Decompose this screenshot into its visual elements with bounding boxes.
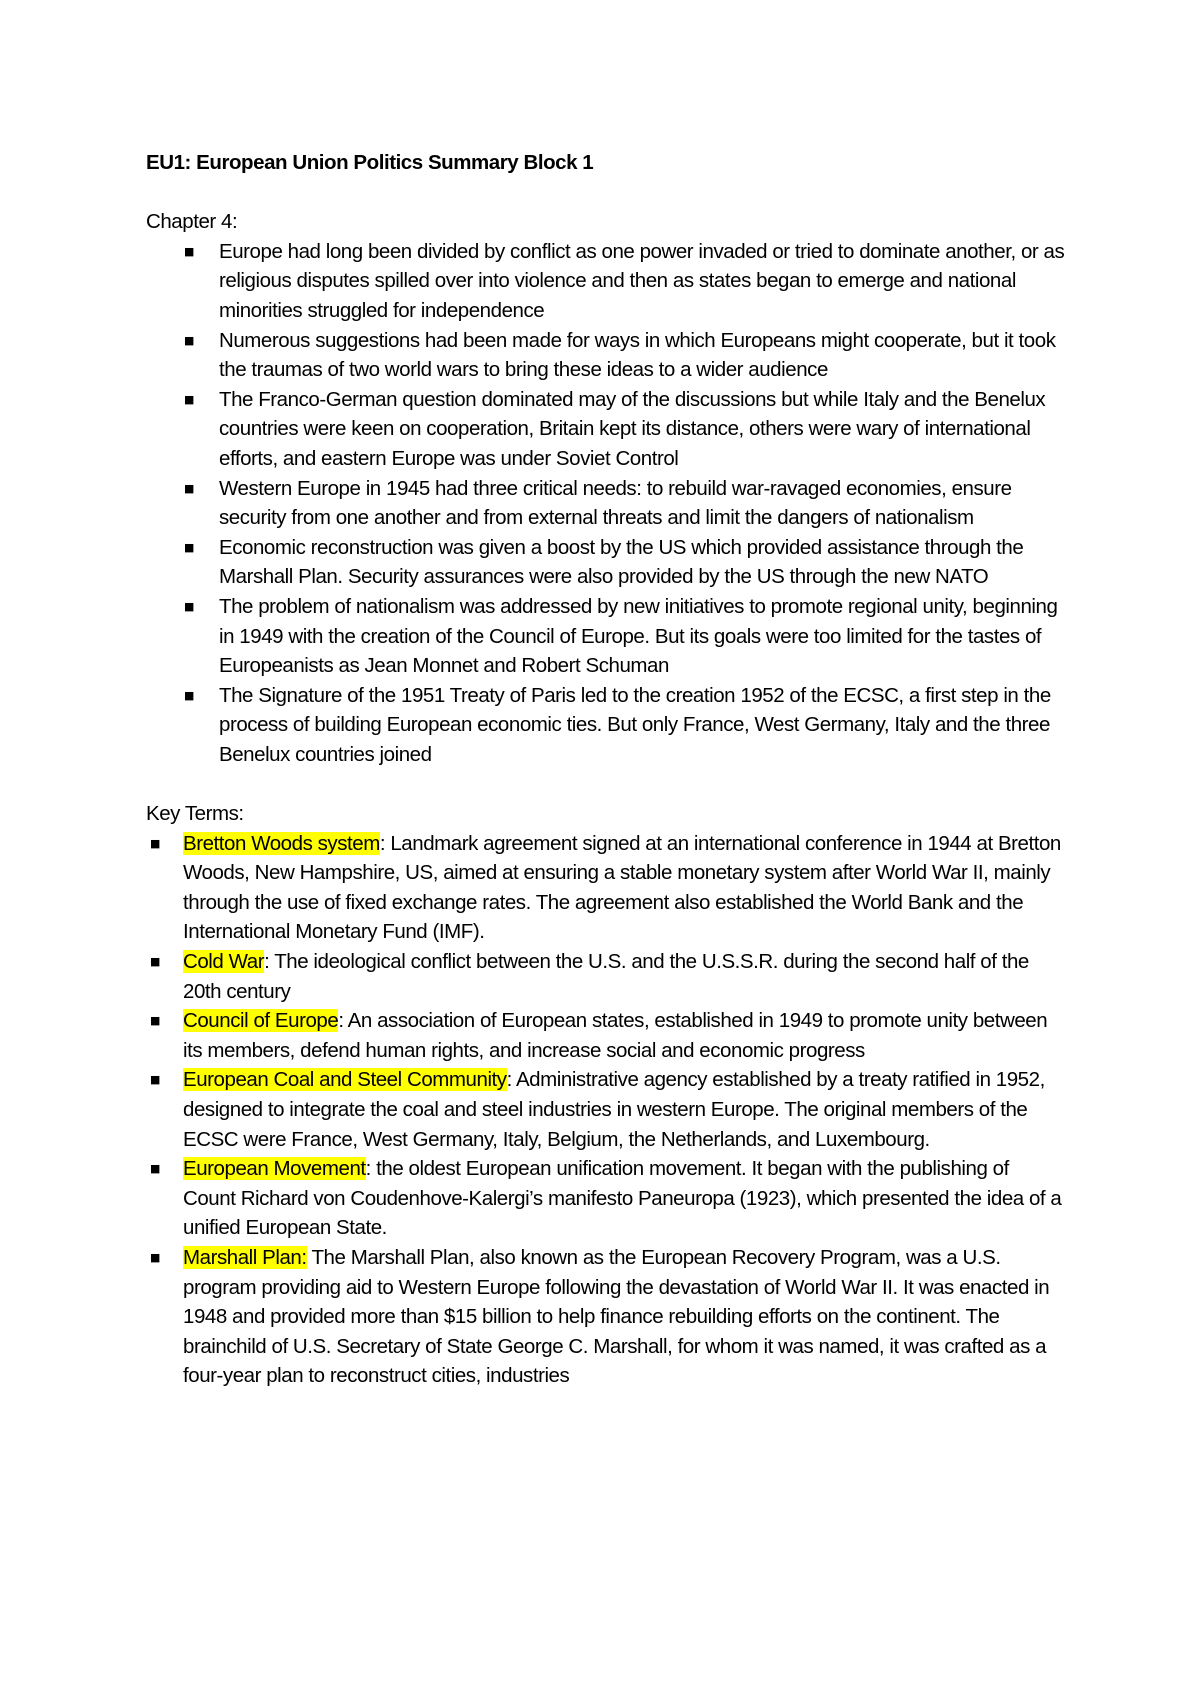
key-term-item xyxy=(146,1065,1066,1154)
bullet-square-icon: ■ xyxy=(150,1073,160,1087)
bullet-text: The Signature of the 1951 Treaty of Paris led to the creation 1952 of the ECSC, a first step in the process of building European economic ties. But only France, West Germany, Italy and the three Benelux countries joined xyxy=(219,683,1051,766)
bullet-text: Western Europe in 1945 had three critical needs: to rebuild war-ravaged economies, ensure security from one another and from external threats and limit the dangers of nationalism xyxy=(219,476,1012,530)
key-term-highlight: European Movement xyxy=(183,1157,366,1181)
key-term-separator: : xyxy=(264,950,270,974)
key-term-definition: the oldest European unification movement. It began with the publishing of Count Richard von Coudenhove-Kalergi’s manifesto Paneuropa (1923), which presented the idea of a unified European State. xyxy=(183,1157,1062,1240)
bullet-square-icon: ■ xyxy=(184,333,194,347)
chapter-bullet-item xyxy=(146,592,1066,681)
bullet-square-icon: ■ xyxy=(184,540,194,554)
bullet-text: Europe had long been divided by conflict as one power invaded or tried to dominate another, or as religious disputes spilled over into violence and then as states began to emerge and national minorities struggled for independence xyxy=(219,239,1065,322)
document-content xyxy=(146,148,1066,1391)
bullet-square-icon: ■ xyxy=(150,955,160,969)
key-term-item xyxy=(146,1243,1066,1391)
key-term-definition: Landmark agreement signed at an international conference in 1944 at Bretton Woods, New Hampshire, US, aimed at ensuring a stable monetary system after World War II, mainly through the use of fixed exchange rates. The agreement also established the World Bank and the International Monetary Fund (IMF). xyxy=(183,831,1061,944)
bullet-square-icon: ■ xyxy=(150,836,160,850)
key-term-highlight: Bretton Woods system xyxy=(183,831,380,855)
key-term-item xyxy=(146,1006,1066,1065)
key-term-highlight: Council of Europe xyxy=(183,1009,339,1033)
blank-line xyxy=(146,769,1066,799)
key-term-separator: : xyxy=(365,1157,371,1181)
key-term-separator: : xyxy=(379,831,386,855)
key-term-highlight: Cold War xyxy=(183,950,265,974)
chapter-bullet-item xyxy=(146,237,1066,326)
chapter-bullet-item xyxy=(146,681,1066,770)
bullet-text: The Franco-German question dominated may of the discussions but while Italy and the Benelux countries were keen on cooperation, Britain kept its distance, others were wary of international efforts, and eastern Europe was under Soviet Control xyxy=(219,387,1046,470)
chapter-bullet-item xyxy=(146,385,1066,474)
bullet-square-icon: ■ xyxy=(184,392,194,406)
bullet-text: Economic reconstruction was given a boost by the US which provided assistance through the Marshall Plan. Security assurances were also provided by the US through the new NATO xyxy=(219,535,1024,589)
key-term-item xyxy=(146,1154,1066,1243)
blank-line xyxy=(146,178,1066,208)
bullet-square-icon: ■ xyxy=(150,1250,160,1264)
bullet-square-icon: ■ xyxy=(150,1014,160,1028)
key-term-separator: : xyxy=(338,1009,344,1033)
key-term-definition: The Marshall Plan, also known as the European Recovery Program, was a U.S. program providing aid to Western Europe following the devastation of World War II. It was enacted in 1948 and provided more than $15 billion to help finance rebuilding efforts on the continent. The brainchild of U.S. Secretary of State George C. Marshall, for whom it was named, it was crafted as a four-year plan to reconstruct cities, industries xyxy=(183,1245,1050,1388)
bullet-square-icon: ■ xyxy=(150,1162,160,1176)
chapter-bullet-item xyxy=(146,533,1066,592)
document-title: EU1: European Union Politics Summary Block 1 xyxy=(146,151,594,174)
bullet-square-icon: ■ xyxy=(184,599,194,613)
bullet-text: The problem of nationalism was addressed by new initiatives to promote regional unity, beginning in 1949 with the creation of the Council of Europe. But its goals were too limited for the tastes of Europeanists as Jean Monnet and Robert Schuman xyxy=(219,594,1058,678)
chapter-bullet-item xyxy=(146,326,1066,385)
bullet-text: Numerous suggestions had been made for ways in which Europeans might cooperate, but it took the traumas of two world wars to bring these ideas to a wider audience xyxy=(219,328,1056,382)
chapter-bullet-item xyxy=(146,474,1066,533)
key-term-highlight: Marshall Plan: xyxy=(183,1245,307,1269)
bullet-square-icon: ■ xyxy=(184,688,194,702)
chapter-bullet-list xyxy=(146,237,1066,770)
key-term-item xyxy=(146,947,1066,1006)
key-term-separator: : xyxy=(506,1068,512,1092)
key-terms-heading: Key Terms: xyxy=(146,802,244,826)
key-term-definition: Administrative agency established by a treaty ratified in 1952, designed to integrate the coal and steel industries in western Europe. The original members of the ECSC were France, West Germany, Italy, Belgium, the Netherlands, and Luxembourg. xyxy=(183,1068,1045,1151)
key-term-item xyxy=(146,829,1066,947)
bullet-square-icon: ■ xyxy=(184,244,194,258)
key-term-highlight: European Coal and Steel Community xyxy=(183,1068,507,1092)
key-terms-list xyxy=(146,829,1066,1391)
chapter-heading: Chapter 4: xyxy=(146,210,238,234)
bullet-square-icon: ■ xyxy=(184,481,194,495)
key-term-definition: The ideological conflict between the U.S. and the U.S.S.R. during the second half of the 20th century xyxy=(183,950,1029,1003)
key-term-definition: An association of European states, established in 1949 to promote unity between its members, defend human rights, and increase social and economic progress xyxy=(183,1009,1048,1062)
